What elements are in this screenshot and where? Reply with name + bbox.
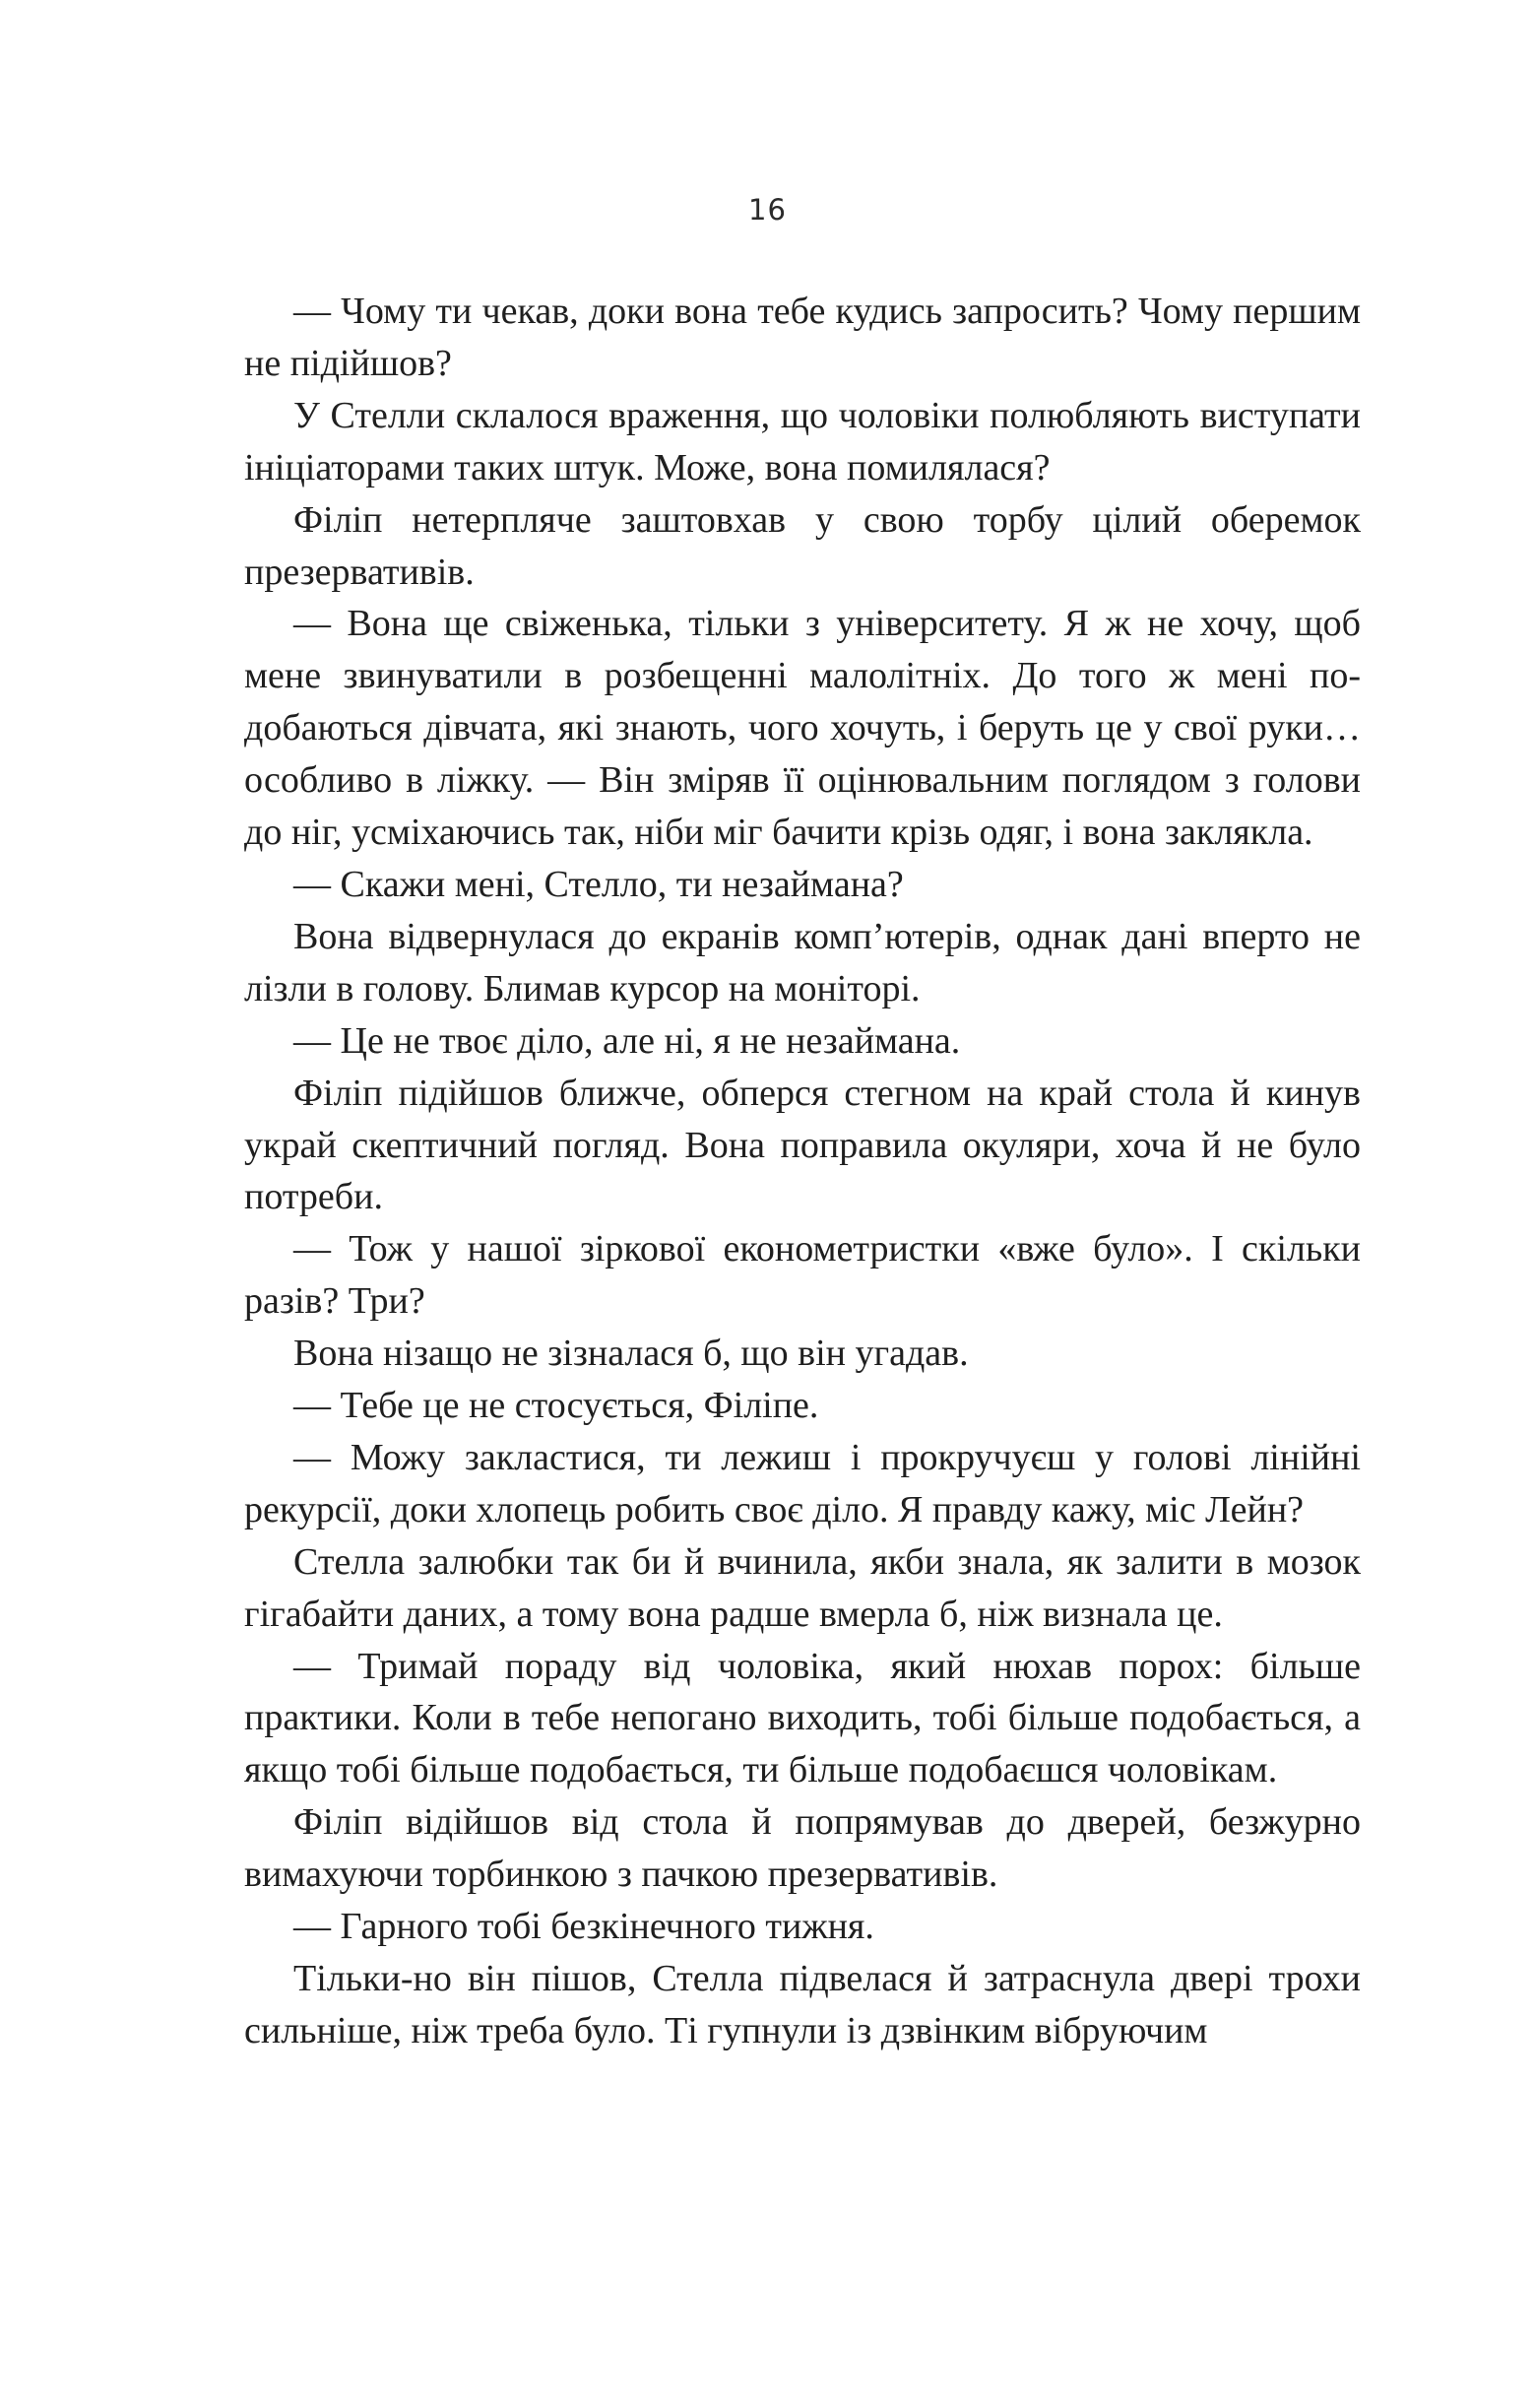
paragraph: — Чому ти чекав, доки вона тебе кудись запросить? Чому першим не підійшов? [244,291,1361,384]
paragraph: Тільки-но він пішов, Стелла підвелася й затраснула двері трохи сильніше, ніж треба було. Ті гупнули із дзвінким вібруючим [244,1958,1361,2051]
body-text [244,286,1361,2057]
paragraph: У Стелли склалося враження, що чоловіки полюбляють виступати ініціаторами таких штук. Може, вона помилялася? [244,394,1361,488]
paragraph: — Тримай пораду від чоловіка, який нюхав порох: більше практики. Коли в тебе непогано виходить, тобі більше подобається, а якщо тобі більше подобається, ти більше подобаєшся чоловікам. [244,1645,1361,1791]
page-number: 16 [748,193,787,227]
paragraph: Філіп нетерпляче заштовхав у свою торбу цілий оберемок презервативів. [244,498,1361,593]
paragraph: — Скажи мені, Стелло, ти незаймана? [293,863,904,905]
paragraph: Вона нізащо не зізналася б, що він угадав. [293,1333,969,1375]
paragraph: Вона відвернулася до екранів комп’ютерів, однак дані вперто не лізли в голову. Блимав курсор на моніторі. [244,915,1361,1009]
paragraph: — Гарного тобі безкінечного тижня. [293,1906,874,1948]
paragraph: — Тебе це не стосується, Філіпе. [293,1385,819,1427]
paragraph: Стелла залюбки так би й вчинила, якби знала, як залити в мозок гігабайти даних, а тому вона радше вмерла б, ніж визнала це. [244,1540,1361,1635]
paragraph: — Можу закластися, ти лежиш і прокручуєш у голові лінійні рекурсії, доки хлопець робить своє діло. Я правду кажу, міс Лейн? [244,1436,1361,1530]
paragraph: Філіп підійшов ближче, обперся стегном на край стола й кинув украй скептичний погляд. Вона поправила окуляри, хоча й не було потреби. [244,1072,1361,1218]
paragraph: — Це не твоє діло, але ні, я не незаймана. [293,1019,961,1062]
paragraph: Філіп відійшов від стола й попрямував до дверей, безжурно вимахуючи торбинкою з пачкою презервативів. [244,1801,1361,1896]
paragraph: — Тож у нашої зіркової економетристки «вже було». І скільки разів? Три? [244,1228,1361,1323]
paragraph: — Вона ще свіженька, тільки з університету. Я ж не хочу, щоб мене звинуватили в розбещенні малолітніх. До того ж мені подобаються дівчата, які знають, чого хочуть, і беруть це у свої руки… особливо в ліжку. — Він зміряв її оцінювальним поглядом з голови до ніг, усміхаючись так, ніби міг бачити крізь одяг, і вона заклякла. [244,603,1361,854]
